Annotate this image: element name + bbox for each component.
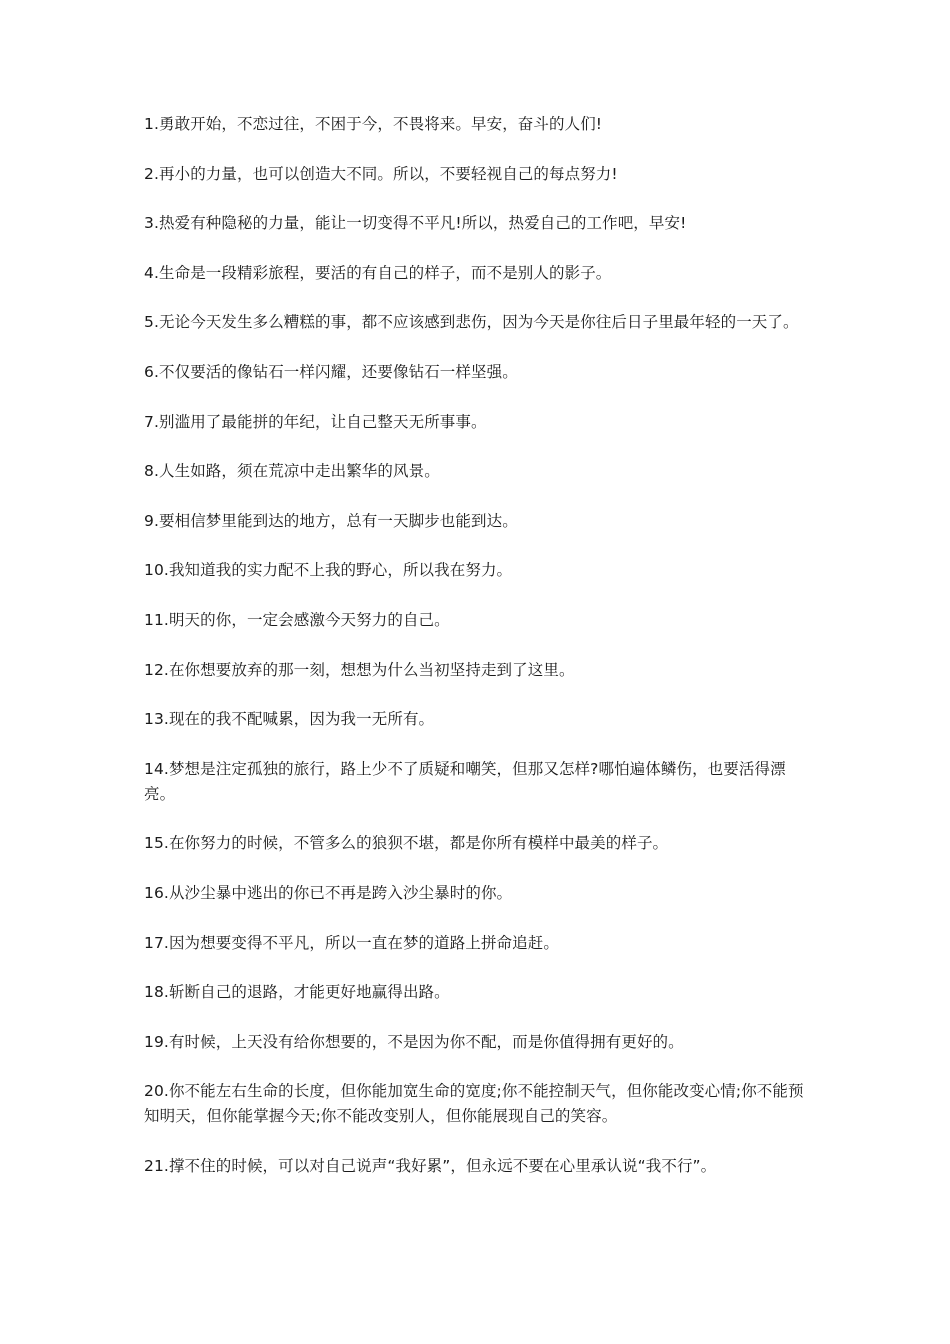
list-item: 13.现在的我不配喊累，因为我一无所有。	[144, 710, 435, 729]
list-item: 7.别滥用了最能拼的年纪，让自己整天无所事事。	[144, 412, 487, 431]
list-item: 16.从沙尘暴中逃出的你已不再是跨入沙尘暴时的你。	[144, 883, 513, 902]
list-item: 17.因为想要变得不平凡，所以一直在梦的道路上拼命追赶。	[144, 933, 559, 952]
list-item: 9.要相信梦里能到达的地方，总有一天脚步也能到达。	[144, 511, 518, 530]
list-item: 4.生命是一段精彩旅程，要活的有自己的样子，而不是别人的影子。	[144, 263, 612, 282]
list-item: 20.你不能左右生命的长度，但你能加宽生命的宽度;你不能控制天气，但你能改变心情;你不能预知明天，但你能掌握今天;你不能改变别人，但你能展现自己的笑容。	[144, 1082, 804, 1126]
list-item: 2.再小的力量，也可以创造大不同。所以，不要轻视自己的每点努力!	[144, 164, 618, 183]
list-item: 19.有时候，上天没有给你想要的，不是因为你不配，而是你值得拥有更好的。	[144, 1032, 684, 1051]
list-item: 14.梦想是注定孤独的旅行，路上少不了质疑和嘲笑，但那又怎样?哪怕遍体鳞伤，也要活得漂亮。	[144, 759, 786, 803]
list-item: 18.斩断自己的退路，才能更好地赢得出路。	[144, 983, 450, 1002]
list-item: 10.我知道我的实力配不上我的野心，所以我在努力。	[144, 561, 513, 580]
list-item: 15.在你努力的时候，不管多么的狼狈不堪，都是你所有模样中最美的样子。	[144, 834, 669, 853]
list-item: 21.撑不住的时候，可以对自己说声“我好累”，但永远不要在心里承认说“我不行”。	[144, 1156, 717, 1175]
list-item: 3.热爱有种隐秘的力量，能让一切变得不平凡!所以，热爱自己的工作吧，早安!	[144, 214, 687, 233]
list-item: 8.人生如路，须在荒凉中走出繁华的风景。	[144, 462, 440, 481]
list-item: 12.在你想要放弃的那一刻，想想为什么当初坚持走到了这里。	[144, 660, 575, 679]
list-item: 6.不仅要活的像钻石一样闪耀，还要像钻石一样坚强。	[144, 362, 518, 381]
quote-list	[144, 112, 804, 1203]
list-item: 11.明天的你，一定会感激今天努力的自己。	[144, 610, 450, 629]
list-item: 1.勇敢开始，不恋过往，不困于今，不畏将来。早安，奋斗的人们!	[144, 115, 603, 133]
list-item: 5.无论今天发生多么糟糕的事，都不应该感到悲伤，因为今天是你往后日子里最年轻的一天了。	[144, 313, 799, 332]
